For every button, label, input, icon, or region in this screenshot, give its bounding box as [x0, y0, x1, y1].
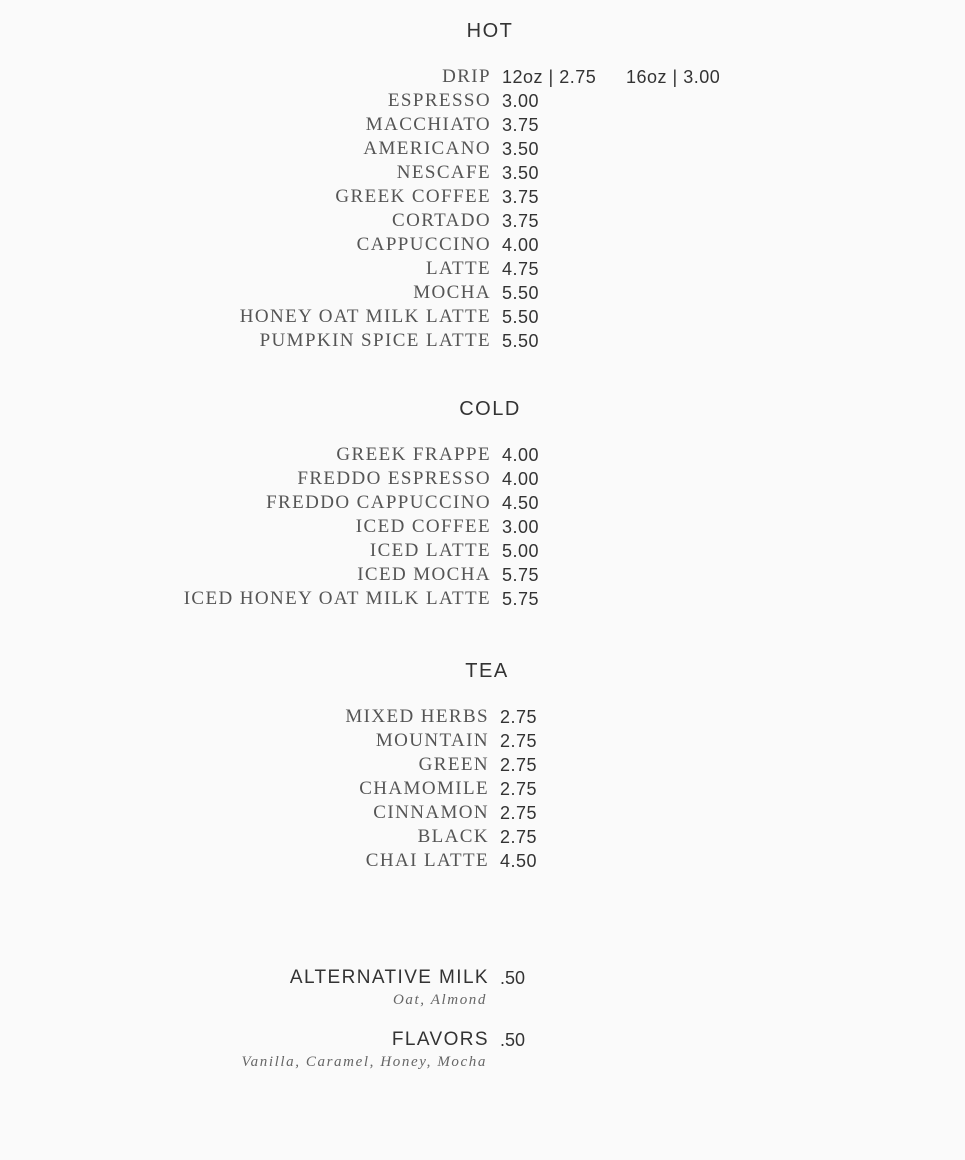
item-name: NESCAFE	[396, 162, 491, 183]
item-name: GREEK COFFEE	[335, 186, 491, 207]
item-price: 5.00	[502, 541, 540, 561]
item-name: AMERICANO	[363, 138, 491, 159]
menu-item	[0, 801, 965, 825]
item-price: 2.75	[500, 755, 538, 775]
menu-item-drip	[0, 65, 965, 89]
item-name: MACCHIATO	[365, 114, 491, 135]
menu-item	[0, 491, 965, 515]
item-name: PUMPKIN SPICE LATTE	[259, 330, 491, 351]
item-price: 5.75	[502, 589, 540, 609]
menu-item	[0, 515, 965, 539]
item-name: CORTADO	[392, 210, 491, 231]
section-title-tea: TEA	[465, 660, 509, 682]
item-name: CAPPUCCINO	[356, 234, 491, 255]
item-price: 4.00	[502, 235, 540, 255]
tea-menu-list	[0, 705, 965, 873]
menu-item	[0, 539, 965, 563]
item-price: 3.50	[502, 139, 540, 159]
menu-item	[0, 705, 965, 729]
item-price: 2.75	[500, 707, 538, 727]
item-price: 3.00	[502, 517, 540, 537]
item-price: 5.75	[502, 565, 540, 585]
extra-price: .50	[500, 1030, 526, 1050]
item-price: 5.50	[502, 283, 540, 303]
item-price: 2.75	[500, 803, 538, 823]
item-name: FREDDO CAPPUCCINO	[266, 492, 491, 513]
menu-item	[0, 825, 965, 849]
section-title-cold: COLD	[459, 398, 521, 420]
extra-options: Oat, Almond	[393, 992, 487, 1008]
item-name: HONEY OAT MILK LATTE	[239, 306, 491, 327]
item-name: CHAMOMILE	[359, 778, 489, 799]
item-price: 3.75	[502, 187, 540, 207]
extra-name: FLAVORS	[391, 1029, 489, 1050]
item-name: ICED HONEY OAT MILK LATTE	[183, 588, 491, 609]
menu-item	[0, 467, 965, 491]
menu-item	[0, 329, 965, 353]
item-name: BLACK	[417, 826, 489, 847]
item-name: MOCHA	[413, 282, 491, 303]
item-name: ICED COFFEE	[355, 516, 491, 537]
item-price: 4.00	[502, 469, 540, 489]
item-price: 3.75	[502, 211, 540, 231]
menu-item	[0, 209, 965, 233]
item-price: 4.50	[502, 493, 540, 513]
item-price: 4.75	[502, 259, 540, 279]
item-name: ICED MOCHA	[357, 564, 491, 585]
menu-item	[0, 185, 965, 209]
extra-options: Vanilla, Caramel, Honey, Mocha	[241, 1054, 487, 1070]
menu-item	[0, 281, 965, 305]
menu-item	[0, 587, 965, 611]
item-name: ESPRESSO	[387, 90, 491, 111]
menu-item	[0, 113, 965, 137]
item-price: 3.00	[502, 91, 540, 111]
item-price: 5.50	[502, 331, 540, 351]
item-name: MOUNTAIN	[375, 730, 489, 751]
menu-item	[0, 233, 965, 257]
menu-item	[0, 849, 965, 873]
cold-menu-list	[0, 443, 965, 611]
item-price: 3.50	[502, 163, 540, 183]
menu-item	[0, 305, 965, 329]
menu-item	[0, 89, 965, 113]
item-price: 4.00	[502, 445, 540, 465]
item-name: CHAI LATTE	[365, 850, 489, 871]
item-price-12oz: 12oz | 2.75	[502, 67, 597, 87]
item-name: ICED LATTE	[369, 540, 491, 561]
menu-item	[0, 443, 965, 467]
item-name: MIXED HERBS	[345, 706, 489, 727]
menu-item	[0, 161, 965, 185]
item-price: 3.75	[502, 115, 540, 135]
item-name: DRIP	[442, 66, 491, 87]
extra-price: .50	[500, 968, 526, 988]
section-title-hot: HOT	[466, 20, 514, 42]
extra-name: ALTERNATIVE MILK	[289, 967, 489, 988]
item-price: 5.50	[502, 307, 540, 327]
item-price-16oz: 16oz | 3.00	[626, 67, 721, 87]
item-name: LATTE	[425, 258, 491, 279]
item-name: GREEN	[418, 754, 489, 775]
menu-item	[0, 563, 965, 587]
menu-item	[0, 137, 965, 161]
item-name: GREEK FRAPPE	[336, 444, 491, 465]
menu-item	[0, 753, 965, 777]
item-price: 4.50	[500, 851, 538, 871]
hot-menu-list	[0, 65, 965, 353]
menu-item	[0, 777, 965, 801]
menu-item	[0, 729, 965, 753]
menu-item	[0, 257, 965, 281]
item-price: 2.75	[500, 827, 538, 847]
item-name: FREDDO ESPRESSO	[297, 468, 491, 489]
item-name: CINNAMON	[373, 802, 489, 823]
item-price: 2.75	[500, 779, 538, 799]
item-price: 2.75	[500, 731, 538, 751]
